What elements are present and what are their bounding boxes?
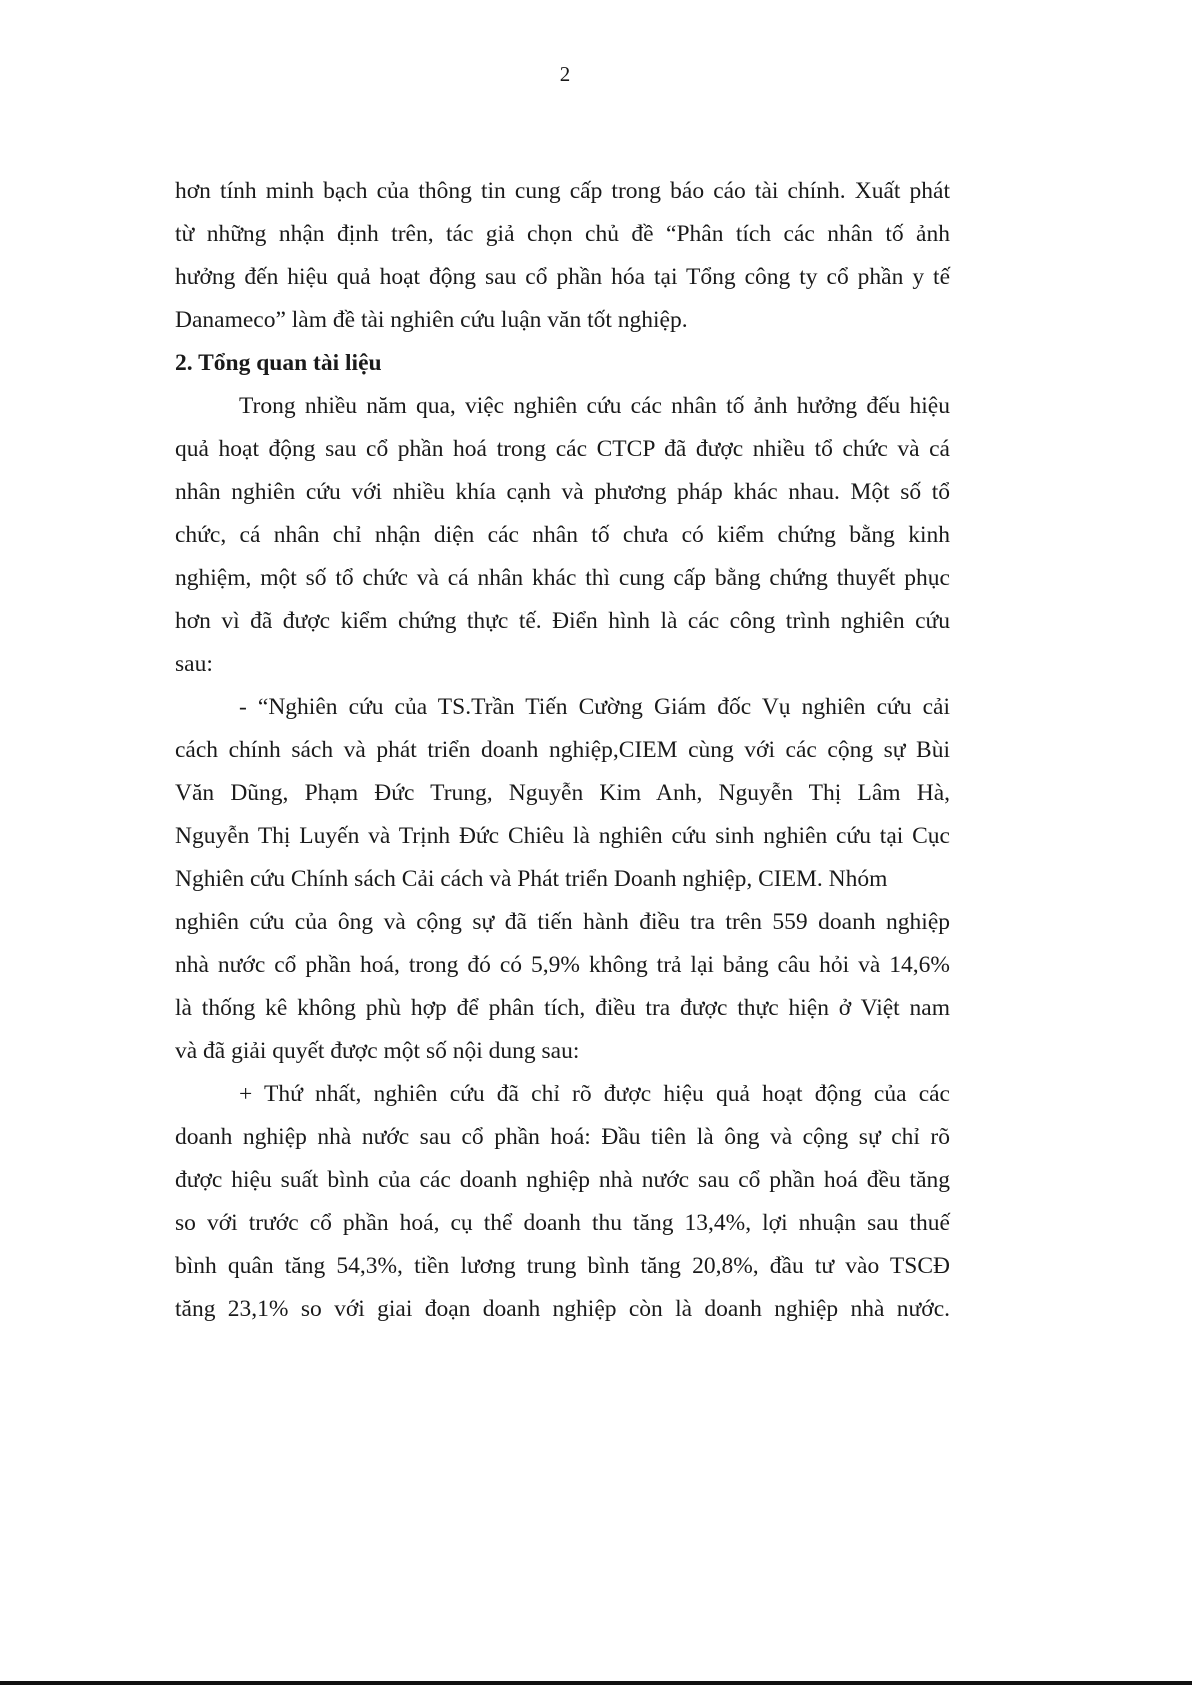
text-line: Danameco” làm đề tài nghiên cứu luận văn tốt nghiệp.	[175, 307, 688, 333]
text-line: doanh nghiệp nhà nước sau cổ phần hoá: Đầu tiên là ông và cộng sự chỉ rõ	[175, 1124, 950, 1150]
text-line: - “Nghiên cứu của TS.Trần Tiến Cường Giám đốc Vụ nghiên cứu cải	[239, 694, 950, 720]
text-line: là thống kê không phù hợp để phân tích, điều tra được thực hiện ở Việt nam	[175, 995, 950, 1021]
text-line: sau:	[175, 651, 213, 677]
text-line: từ những nhận định trên, tác giả chọn chủ đề “Phân tích các nhân tố ảnh	[175, 221, 950, 247]
text-line: Nguyễn Thị Luyến và Trịnh Đức Chiêu là nghiên cứu sinh nghiên cứu tại Cục	[175, 823, 950, 849]
text-line: Nghiên cứu Chính sách Cải cách và Phát triển Doanh nghiệp, CIEM. Nhóm	[175, 866, 888, 892]
text-line: chức, cá nhân chỉ nhận diện các nhân tố chưa có kiểm chứng bằng kinh	[175, 522, 950, 548]
page-bottom-border	[0, 1681, 1192, 1685]
text-line: Văn Dũng, Phạm Đức Trung, Nguyễn Kim Anh, Nguyễn Thị Lâm Hà,	[175, 780, 950, 806]
text-line: nhân nghiên cứu với nhiều khía cạnh và phương pháp khác nhau. Một số tổ	[175, 479, 950, 505]
text-line: bình quân tăng 54,3%, tiền lương trung bình tăng 20,8%, đầu tư vào TSCĐ	[175, 1253, 950, 1279]
text-line: nghiệm, một số tổ chức và cá nhân khác thì cung cấp bằng chứng thuyết phục	[175, 565, 950, 591]
text-line: hưởng đến hiệu quả hoạt động sau cổ phần hóa tại Tổng công ty cổ phần y tế	[175, 264, 950, 290]
page-number: 2	[559, 62, 571, 86]
text-line: + Thứ nhất, nghiên cứu đã chỉ rõ được hiệu quả hoạt động của các	[239, 1081, 950, 1107]
text-line: nghiên cứu của ông và cộng sự đã tiến hành điều tra trên 559 doanh nghiệp	[175, 909, 950, 935]
text-line: Trong nhiều năm qua, việc nghiên cứu các nhân tố ảnh hưởng đếu hiệu	[239, 393, 950, 419]
text-line: quả hoạt động sau cổ phần hoá trong các CTCP đã được nhiều tổ chức và cá	[175, 436, 950, 462]
text-line: cách chính sách và phát triển doanh nghiệp,CIEM cùng với các cộng sự Bùi	[175, 737, 950, 763]
document-body	[175, 170, 950, 1331]
text-line: hơn tính minh bạch của thông tin cung cấp trong báo cáo tài chính. Xuất phát	[175, 178, 950, 204]
text-line: và đã giải quyết được một số nội dung sau:	[175, 1038, 580, 1064]
section-heading: 2. Tổng quan tài liệu	[175, 350, 382, 376]
text-line: so với trước cổ phần hoá, cụ thể doanh thu tăng 13,4%, lợi nhuận sau thuế	[175, 1210, 950, 1236]
text-line: nhà nước cổ phần hoá, trong đó có 5,9% không trả lại bảng câu hỏi và 14,6%	[175, 952, 950, 978]
text-line: tăng 23,1% so với giai đoạn doanh nghiệp còn là doanh nghiệp nhà nước.	[175, 1296, 950, 1322]
text-line: hơn vì đã được kiểm chứng thực tế. Điển hình là các công trình nghiên cứu	[175, 608, 950, 634]
text-line: được hiệu suất bình của các doanh nghiệp nhà nước sau cổ phần hoá đều tăng	[175, 1167, 950, 1193]
